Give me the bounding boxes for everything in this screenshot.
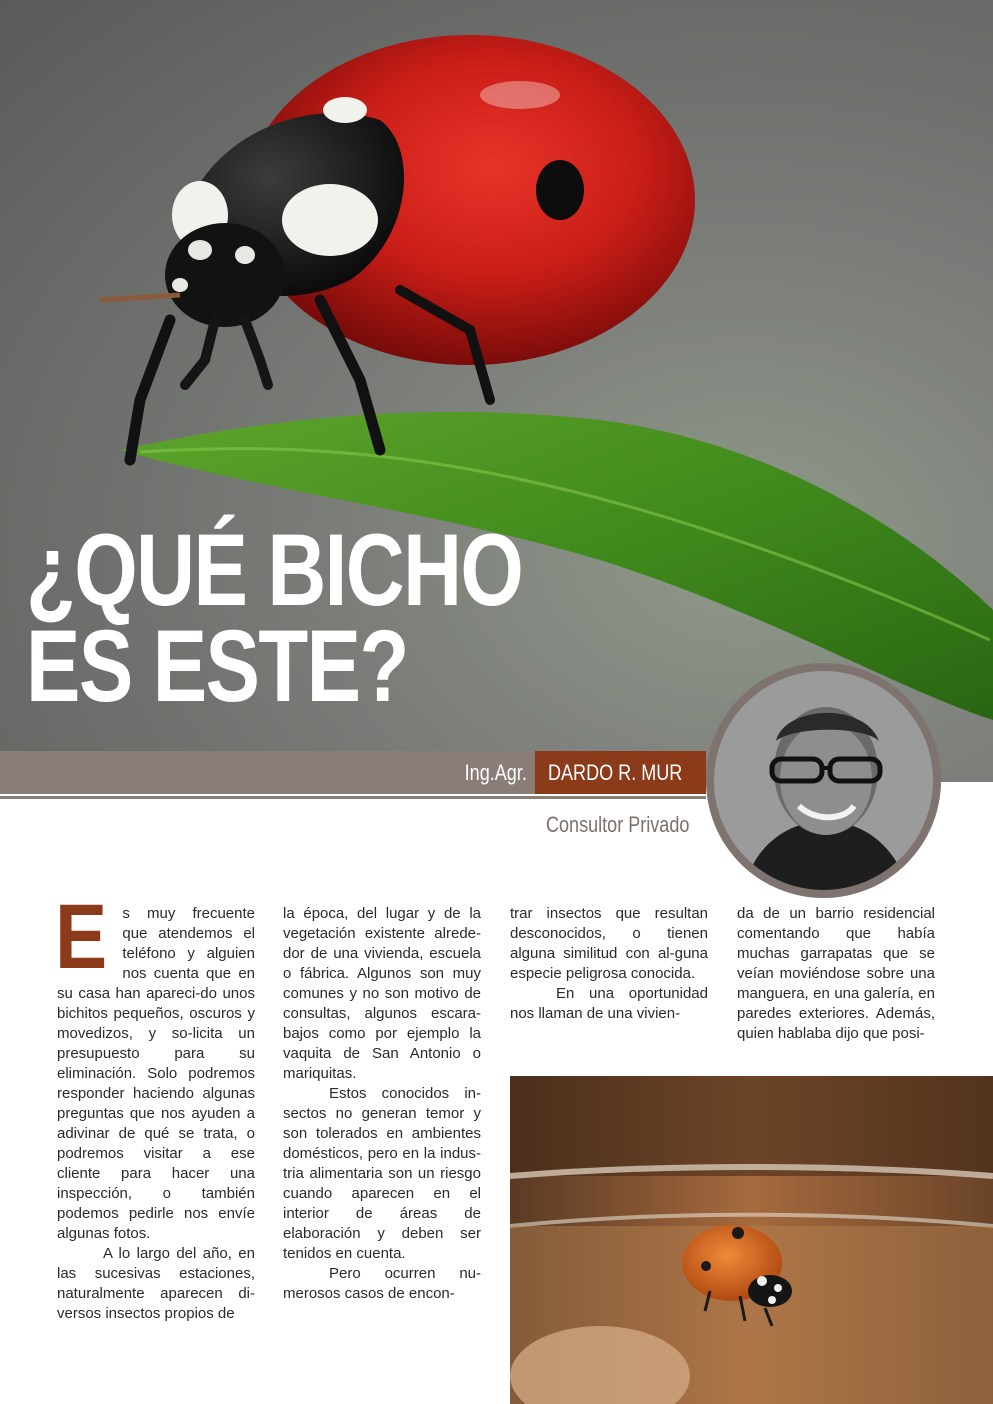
inset-photo	[510, 1076, 993, 1404]
paragraph: la época, del lugar y de la vegetación existente alrede-dor de una vivienda, escuela o fábrica. Algunos son muy comunes y no son motivo de consultas, algunos escara-bajos como por ejemplo la vaquita de San Antonio o mariquitas.	[283, 905, 481, 1082]
paragraph: da de un barrio residencial comentando que había muchas garrapatas que se veían moviéndose sobre una manguera, en una galería, en paredes exteriores. Además, quien hablaba dijo que posi-	[737, 905, 935, 1042]
title-line-2: ES ESTE?	[26, 609, 408, 723]
author-portrait	[706, 663, 941, 898]
text-column-2	[283, 904, 481, 1304]
ladybug-in-glass-image	[510, 1076, 993, 1404]
author-name: DARDO R. MUR	[548, 760, 683, 785]
paragraph: s muy frecuente que atendemos el teléfono y alguien nos cuenta que en su casa han apareci-do unos bichitos pequeños, oscuros y movedizos, y so-licita un presupuesto para su eliminación. Solo podremos responder haciendo algunas preguntas que nos ayuden a adivinar de qué se trata, o podremos visitar a ese cliente para hacer una inspección, o también podemos pedirle nos envíe algunas fotos.	[57, 905, 255, 1242]
author-role: Consultor Privado	[546, 812, 690, 837]
divider-rule	[0, 796, 706, 799]
title-line-1: ¿QUÉ BICHO	[26, 513, 523, 627]
article-title	[26, 513, 523, 723]
text-column-3	[510, 904, 708, 1024]
paragraph: trar insectos que resultan desconocidos, o tienen alguna similitud con al-guna especie peligrosa conocida.	[510, 905, 708, 982]
author-portrait-image	[714, 671, 933, 890]
author-prefix: Ing.Agr.	[464, 760, 527, 785]
drop-cap: E	[55, 886, 108, 988]
paragraph: A lo largo del año, en las sucesivas estaciones, naturalmente aparecen di-versos insectos propios de	[57, 1245, 255, 1322]
paragraph: Pero ocurren nu-merosos casos de encon-	[283, 1265, 481, 1302]
paragraph: En una oportunidad nos llaman de una vivien-	[510, 985, 708, 1022]
text-column-4	[737, 904, 935, 1044]
text-column-1	[55, 886, 255, 1324]
paragraph: Estos conocidos in-sectos no generan temor y son tolerados en ambientes domésticos, pero en la indus-tria alimentaria son un riesgo cuando aparecen en el interior de áreas de elaboración y deben ser tenidos en cuenta.	[283, 1085, 481, 1262]
